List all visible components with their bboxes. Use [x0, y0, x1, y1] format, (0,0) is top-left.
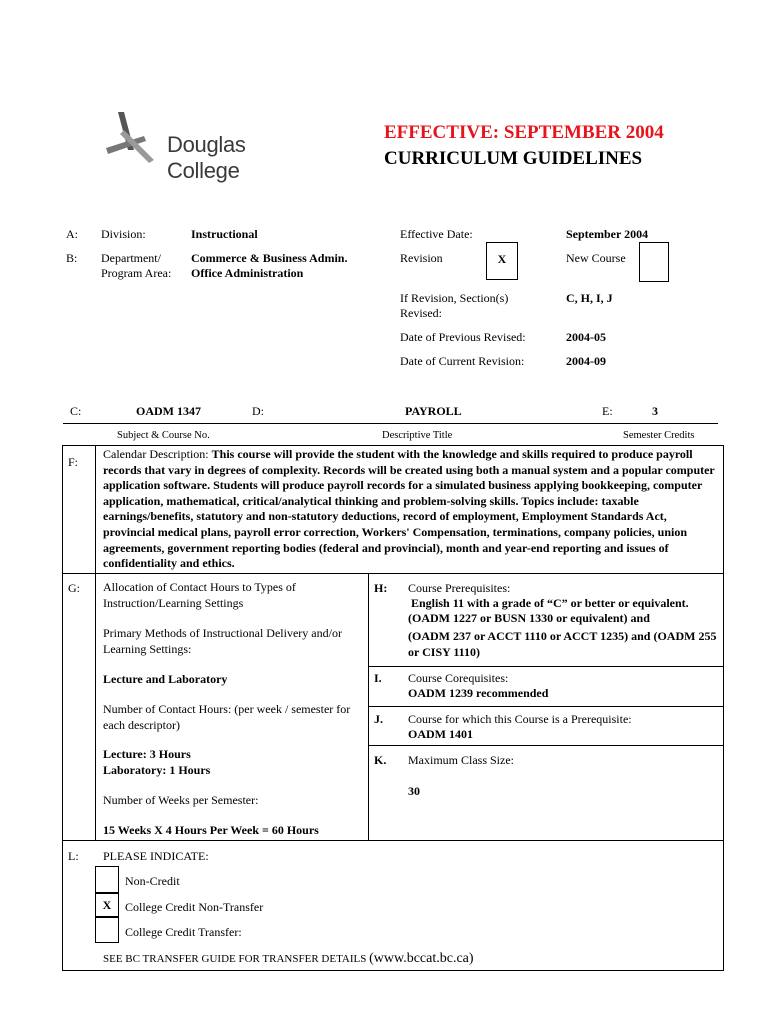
department-label-line2: Program Area: [101, 266, 172, 280]
corequisites-value: OADM 1239 recommended [408, 686, 549, 700]
section-i-letter: I. [374, 671, 382, 685]
credit-transfer-label: College Credit Transfer: [125, 925, 242, 939]
previous-revised-label: Date of Previous Revised: [400, 330, 526, 344]
transfer-guide-note [103, 951, 474, 967]
delivery-methods-value: Lecture and Laboratory [103, 672, 228, 686]
college-name-line1: Douglas [167, 132, 246, 157]
department-label-line1: Department/ [101, 251, 161, 265]
subject-course-caption: Subject & Course No. [117, 430, 210, 441]
weeks-per-semester-label: Number of Weeks per Semester: [103, 793, 259, 807]
new-course-checkbox[interactable] [639, 242, 669, 282]
revision-label: Revision [400, 251, 443, 265]
section-b-letter: B: [66, 251, 78, 265]
effective-date-value: September 2004 [566, 227, 649, 241]
calendar-description-label: Calendar Description: [103, 447, 209, 461]
section-g-letter: G: [68, 581, 80, 595]
section-a-letter: A: [66, 227, 78, 241]
current-revision-label: Date of Current Revision: [400, 354, 525, 368]
transfer-guide-text: SEE BC TRANSFER GUIDE FOR TRANSFER DETAILS [103, 953, 367, 965]
transfer-guide-link[interactable]: (www.bccat.bc.ca) [369, 951, 474, 966]
sections-revised-label-line1: If Revision, Section(s) [400, 291, 509, 305]
max-class-size-label: Maximum Class Size: [408, 753, 514, 767]
current-revision-value: 2004-09 [566, 354, 606, 368]
section-l-letter: L: [68, 849, 79, 863]
department-value-line2: Office Administration [191, 266, 304, 280]
calendar-description-text: This course will provide the student with the knowledge and skills required to produce payroll records that vary in degrees of complexity. Records will be created using both a manual system and a popular computer application software. Students will produce payroll records for a simulated business applying bookkeeping, computer application, mathematical, critical/analytical thinking and problem-solving skills. Topics include: taxable earnings/benefits, statutory and non-statutory deductions, record of employment, Employment Standards Act, provincial medical plans, payroll error correction, Workers' Compensation, terminations, company policies, union agreements, government reporting bodies (federal and provincial), month and year-end reporting and issues of confidentiality and ethics. [103, 447, 715, 571]
weeks-per-semester-value: 15 Weeks X 4 Hours Per Week = 60 Hours [103, 823, 319, 837]
division-value: Instructional [191, 227, 258, 241]
semester-credits-value: 3 [652, 404, 658, 418]
allocation-label: Allocation of Contact Hours to Types of Instruction/Learning Settings [103, 580, 296, 610]
previous-revised-value: 2004-05 [566, 330, 606, 344]
effective-date-label: Effective Date: [400, 227, 473, 241]
effective-heading: EFFECTIVE: SEPTEMBER 2004 [384, 122, 664, 143]
corequisites-label: Course Corequisites: [408, 671, 509, 685]
laboratory-hours: Laboratory: 1 Hours [103, 763, 211, 777]
section-d-letter: D: [252, 404, 264, 418]
college-logo-icon [104, 110, 158, 166]
calendar-description [103, 447, 717, 572]
delivery-methods-label: Primary Methods of Instructional Delivery and/or Learning Settings: [103, 626, 342, 656]
max-class-size-value: 30 [408, 784, 420, 798]
credit-transfer-checkbox[interactable] [95, 917, 119, 943]
descriptive-title-caption: Descriptive Title [382, 430, 453, 441]
department-value-line1: Commerce & Business Admin. [191, 251, 348, 265]
non-credit-label: Non-Credit [125, 874, 180, 888]
prerequisite-line1: English 11 with a grade of “C” or better or equivalent. [411, 596, 689, 610]
contact-hours-label: Number of Contact Hours: (per week / semester for each descriptor) [103, 702, 351, 732]
new-course-label: New Course [566, 251, 626, 265]
prerequisite-for-label: Course for which this Course is a Prerequisite: [408, 712, 632, 726]
credit-non-transfer-checkbox[interactable]: X [95, 893, 119, 917]
revision-checkbox[interactable]: X [486, 242, 518, 280]
non-credit-checkbox[interactable] [95, 866, 119, 893]
section-c-letter: C: [70, 404, 82, 418]
section-f-letter: F: [68, 455, 79, 469]
section-h-letter: H: [374, 581, 388, 595]
course-number: OADM 1347 [136, 404, 201, 418]
prerequisite-for-value: OADM 1401 [408, 727, 473, 741]
course-title: PAYROLL [405, 404, 462, 418]
prerequisite-line2: (OADM 1227 or BUSN 1330 or equivalent) and [408, 611, 650, 625]
semester-credits-caption: Semester Credits [623, 430, 695, 441]
sections-revised-label-line2: Revised: [400, 306, 442, 320]
page-title: CURRICULUM GUIDELINES [384, 148, 643, 169]
prerequisite-line3: (OADM 237 or ACCT 1110 or ACCT 1235) and (OADM 255 or CISY 1110) [408, 629, 717, 659]
credit-non-transfer-label: College Credit Non-Transfer [125, 900, 264, 914]
sections-revised-value: C, H, I, J [566, 291, 613, 305]
please-indicate-label: PLEASE INDICATE: [103, 849, 209, 863]
section-k-letter: K. [374, 753, 387, 767]
section-e-letter: E: [602, 404, 613, 418]
section-j-letter: J. [374, 712, 383, 726]
prerequisites-label: Course Prerequisites: [408, 581, 511, 595]
lecture-hours: Lecture: 3 Hours [103, 747, 191, 761]
division-label: Division: [101, 227, 146, 241]
college-name-line2: College [167, 158, 240, 183]
